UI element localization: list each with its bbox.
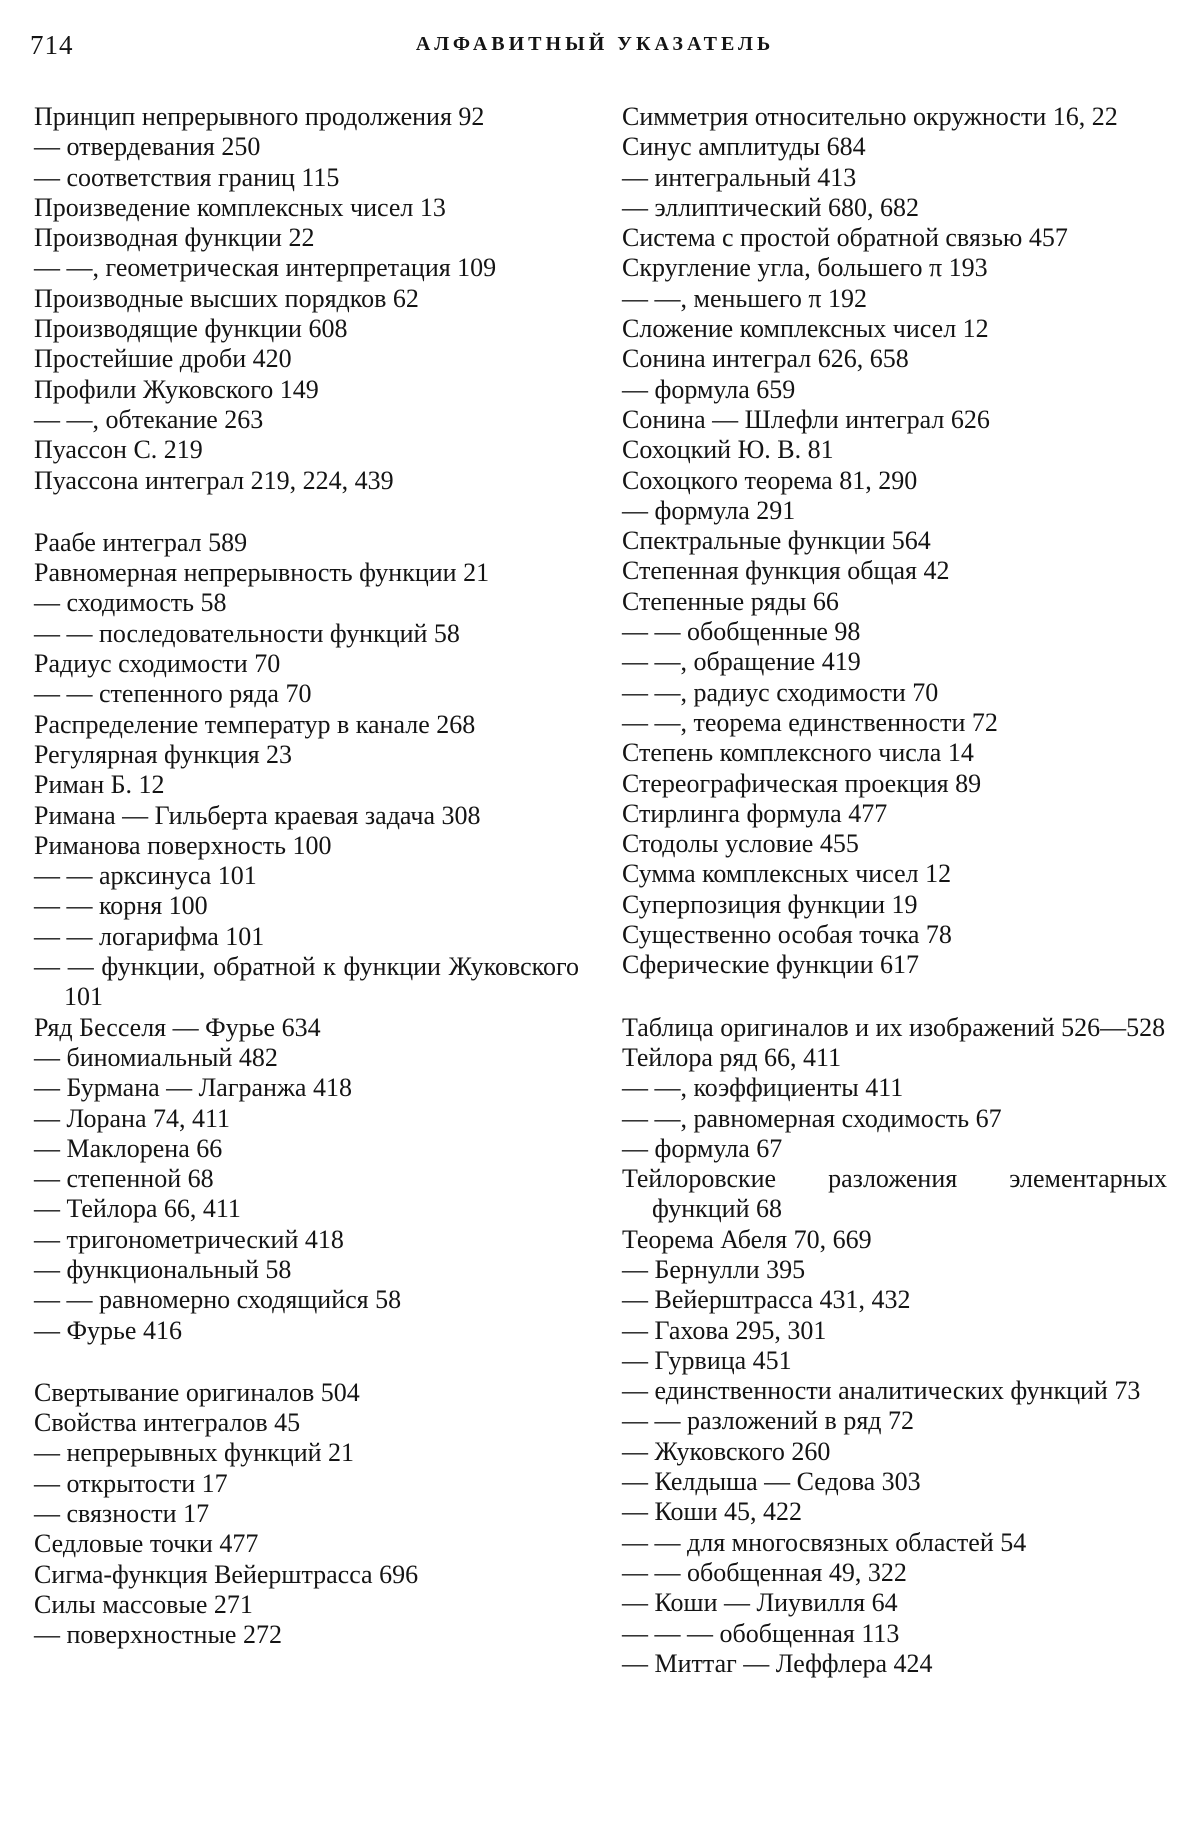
letter-section-gap <box>34 496 579 528</box>
page-header <box>30 30 1160 66</box>
index-entry: Степенные ряды 66 <box>622 586 839 616</box>
index-entry: Произведение комплексных чисел 13 <box>34 192 446 222</box>
index-entry: — отвердевания 250 <box>34 132 261 162</box>
index-entry: — Лорана 74, 411 <box>34 1103 231 1133</box>
index-entry: Степенная функция общая 42 <box>622 556 950 586</box>
index-entry: Тейлора ряд 66, 411 <box>622 1042 842 1072</box>
index-entry: Производящие функции 608 <box>34 314 348 344</box>
index-entry: Производные высших порядков 62 <box>34 283 419 313</box>
index-entry: Стереографическая проекция 89 <box>622 768 982 798</box>
index-entry: Ряд Бесселя — Фурье 634 <box>34 1012 321 1042</box>
index-entry: Риман Б. 12 <box>34 770 165 800</box>
index-entry: Свертывание оригиналов 504 <box>34 1377 360 1407</box>
index-entry: — Гахова 295, 301 <box>622 1315 827 1345</box>
index-entry: — соответствия границ 115 <box>34 162 340 192</box>
index-entry: Спектральные функции 564 <box>622 526 931 556</box>
index-entry: Стодолы условие 455 <box>622 829 859 859</box>
index-entry: Свойства интегралов 45 <box>34 1408 301 1438</box>
index-entry: — —, обтекание 263 <box>34 404 264 434</box>
index-entry: Пуассона интеграл 219, 224, 439 <box>34 465 394 495</box>
index-entry: Симметрия относительно окружности 16, 22 <box>622 102 1118 131</box>
index-entry: Сферические функции 617 <box>622 950 920 980</box>
index-entry: — биномиальный 482 <box>34 1042 278 1072</box>
index-entry: — — функции, обратной к функции Жуковского 101 <box>34 952 579 1012</box>
index-entry: Сохоцкого теорема 81, 290 <box>622 465 918 495</box>
index-entry: Степень комплексного числа 14 <box>622 738 974 768</box>
index-entry: Сонина — Шлефли интеграл 626 <box>622 404 990 434</box>
index-entry: Равномерная непрерывность функции 21 <box>34 558 490 588</box>
index-entry: — Гурвица 451 <box>622 1345 792 1375</box>
index-column-left <box>34 102 579 1651</box>
index-entry: Седловые точки 477 <box>34 1529 259 1559</box>
index-entry: — формула 291 <box>622 495 796 525</box>
index-entry: Сигма-функция Вейерштрасса 696 <box>34 1559 419 1589</box>
index-entry: — тригонометрический 418 <box>34 1224 344 1254</box>
index-entry: Регулярная функция 23 <box>34 739 293 769</box>
index-entry: — — арксинуса 101 <box>34 861 257 891</box>
index-entry: Профили Жуковского 149 <box>34 374 319 404</box>
index-entry: — Бернулли 395 <box>622 1254 806 1284</box>
index-entry: Силы массовые 271 <box>34 1589 253 1619</box>
running-title: АЛФАВИТНЫЙ УКАЗАТЕЛЬ <box>415 33 775 55</box>
index-entry: Сложение комплексных чисел 12 <box>622 314 989 344</box>
index-entry: — Коши — Лиувилля 64 <box>622 1588 898 1618</box>
index-entry: — —, коэффициенты 411 <box>622 1073 904 1103</box>
index-entry: — непрерывных функций 21 <box>34 1438 355 1468</box>
index-entry: — эллиптический 680, 682 <box>622 192 920 222</box>
index-entry: — Миттаг — Леффлера 424 <box>622 1648 933 1678</box>
index-entry: Радиус сходимости 70 <box>34 649 281 679</box>
index-entry: Скругление угла, большего π 193 <box>622 253 988 283</box>
index-entry: — — разложений в ряд 72 <box>622 1406 915 1436</box>
index-entry: — Тейлора 66, 411 <box>34 1194 241 1224</box>
index-entry: — — обобщенные 98 <box>622 617 861 647</box>
index-entry: — Маклорена 66 <box>34 1133 223 1163</box>
index-entry: — — корня 100 <box>34 891 208 921</box>
index-entry: — Бурмана — Лагранжа 418 <box>34 1073 352 1103</box>
index-entry: — связности 17 <box>34 1499 210 1529</box>
index-entry: Таблица оригиналов и их изображений 526—528 <box>622 1012 1166 1042</box>
index-entry: — — последовательности функций 58 <box>34 618 460 648</box>
index-entry: — Коши 45, 422 <box>622 1497 802 1527</box>
index-entry: — — — обобщенная 113 <box>622 1618 900 1648</box>
index-entry: Раабе интеграл 589 <box>34 527 248 557</box>
index-entry: Тейлоровские разложения элементарных функций 68 <box>622 1164 1167 1224</box>
letter-section-gap <box>622 981 1167 1013</box>
index-entry: Сумма комплексных чисел 12 <box>622 859 952 889</box>
index-entry: — поверхностные 272 <box>34 1620 282 1650</box>
index-entry: Стирлинга формула 477 <box>622 798 888 828</box>
index-entry: Принцип непрерывного продолжения 92 <box>34 102 485 131</box>
index-entry: — — логарифма 101 <box>34 921 265 951</box>
index-column-right <box>622 102 1167 1679</box>
index-entry: — —, обращение 419 <box>622 647 861 677</box>
index-entry: — сходимость 58 <box>34 588 227 618</box>
index-entry: — — степенного ряда 70 <box>34 679 312 709</box>
index-entry: Синус амплитуды 684 <box>622 132 866 162</box>
index-entry: — —, геометрическая интерпретация 109 <box>34 253 497 283</box>
index-entry: Риманова поверхность 100 <box>34 830 332 860</box>
index-entry: — Вейерштрасса 431, 432 <box>622 1285 911 1315</box>
index-entry: — —, теорема единственности 72 <box>622 707 998 737</box>
letter-section-gap <box>34 1346 579 1378</box>
index-entry: — Жуковского 260 <box>622 1436 831 1466</box>
index-entry: Сонина интеграл 626, 658 <box>622 344 909 374</box>
index-entry: — степенной 68 <box>34 1164 214 1194</box>
index-entry: — формула 659 <box>622 374 796 404</box>
index-entry: — — обобщенная 49, 322 <box>622 1557 907 1587</box>
index-entry: — интегральный 413 <box>622 162 857 192</box>
page-number: 714 <box>30 30 74 60</box>
index-entry: — —, радиус сходимости 70 <box>622 677 939 707</box>
index-entry: — — для многосвязных областей 54 <box>622 1527 1027 1557</box>
index-entry: Существенно особая точка 78 <box>622 920 952 950</box>
index-entry: Система с простой обратной связью 457 <box>622 223 1068 253</box>
index-entry: Распределение температур в канале 268 <box>34 709 476 739</box>
index-entry: Производная функции 22 <box>34 223 315 253</box>
index-entry: Теорема Абеля 70, 669 <box>622 1224 872 1254</box>
index-entry: — Фурье 416 <box>34 1315 182 1345</box>
index-entry: Суперпозиция функции 19 <box>622 889 918 919</box>
index-entry: — единственности аналитических функций 73 <box>622 1376 1141 1406</box>
index-entry: — функциональный 58 <box>34 1254 292 1284</box>
index-entry: Сохоцкий Ю. В. 81 <box>622 435 834 465</box>
index-entry: — —, равномерная сходимость 67 <box>622 1103 1002 1133</box>
index-entry: Пуассон С. 219 <box>34 435 203 465</box>
index-entry: — Келдыша — Седова 303 <box>622 1467 921 1497</box>
index-entry: Простейшие дроби 420 <box>34 344 292 374</box>
index-entry: — открытости 17 <box>34 1468 228 1498</box>
index-entry: Римана — Гильберта краевая задача 308 <box>34 800 481 830</box>
index-entry: — —, меньшего π 192 <box>622 283 867 313</box>
index-entry: — — равномерно сходящийся 58 <box>34 1285 402 1315</box>
index-entry: — формула 67 <box>622 1133 783 1163</box>
